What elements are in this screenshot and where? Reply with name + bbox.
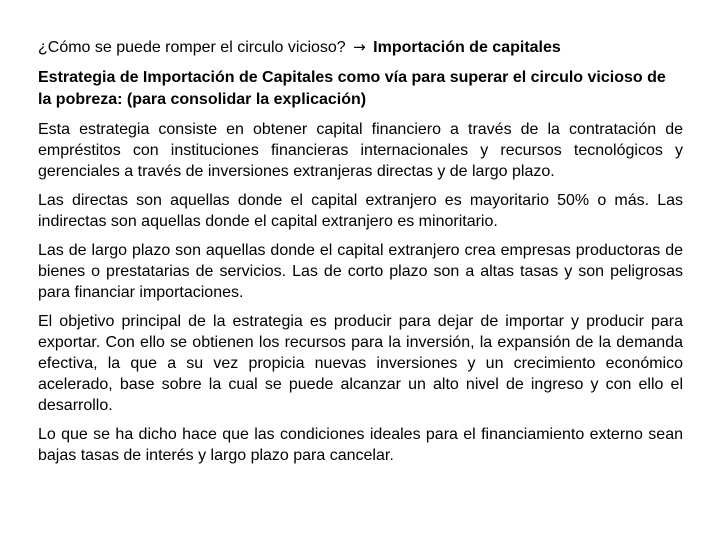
paragraph-ideal-conditions: Lo que se ha dicho hace que las condiciones ideales para el financiamiento externo sean bajas tasas de interés y largo plazo para cancelar. [38,426,683,464]
question-line [38,36,683,59]
paragraph-long-short-term: Las de largo plazo son aquellas donde el capital extranjero crea empresas productoras de bienes o prestatarias de servicios. Las de corto plazo son a altas tasas y son peligrosas para financiar importaciones. [38,242,683,301]
question-text: ¿Cómo se puede romper el circulo vicioso? [38,39,346,56]
paragraph-direct-indirect: Las directas son aquellas donde el capital extranjero es mayoritario 50% o más. Las indirectas son aquellas donde el capital extranjero es minoritario. [38,192,683,230]
slide-content [38,36,683,474]
right-arrow-icon: → [353,38,366,56]
section-heading: Estrategia de Importación de Capitales como vía para superar el circulo vicioso de la pobreza: (para consolidar la explicación) [38,69,666,108]
question-answer: Importación de capitales [373,39,561,56]
paragraph-objective: El objetivo principal de la estrategia es producir para dejar de importar y producir para exportar. Con ello se obtienen los recursos para la inversión, la expansión de la demanda efectiva, la que a su vez propicia nuevas inversiones y un crecimiento económico acelerado, base sobre la cual se puede alcanzar un alto nivel de ingreso y con ello el desarrollo. [38,313,683,414]
paragraph-strategy: Esta estrategia consiste en obtener capital financiero a través de la contratación de empréstitos con instituciones financieras internacionales y recursos tecnológicos y gerenciales a través de inversiones extranjeras directas y de largo plazo. [38,121,683,180]
